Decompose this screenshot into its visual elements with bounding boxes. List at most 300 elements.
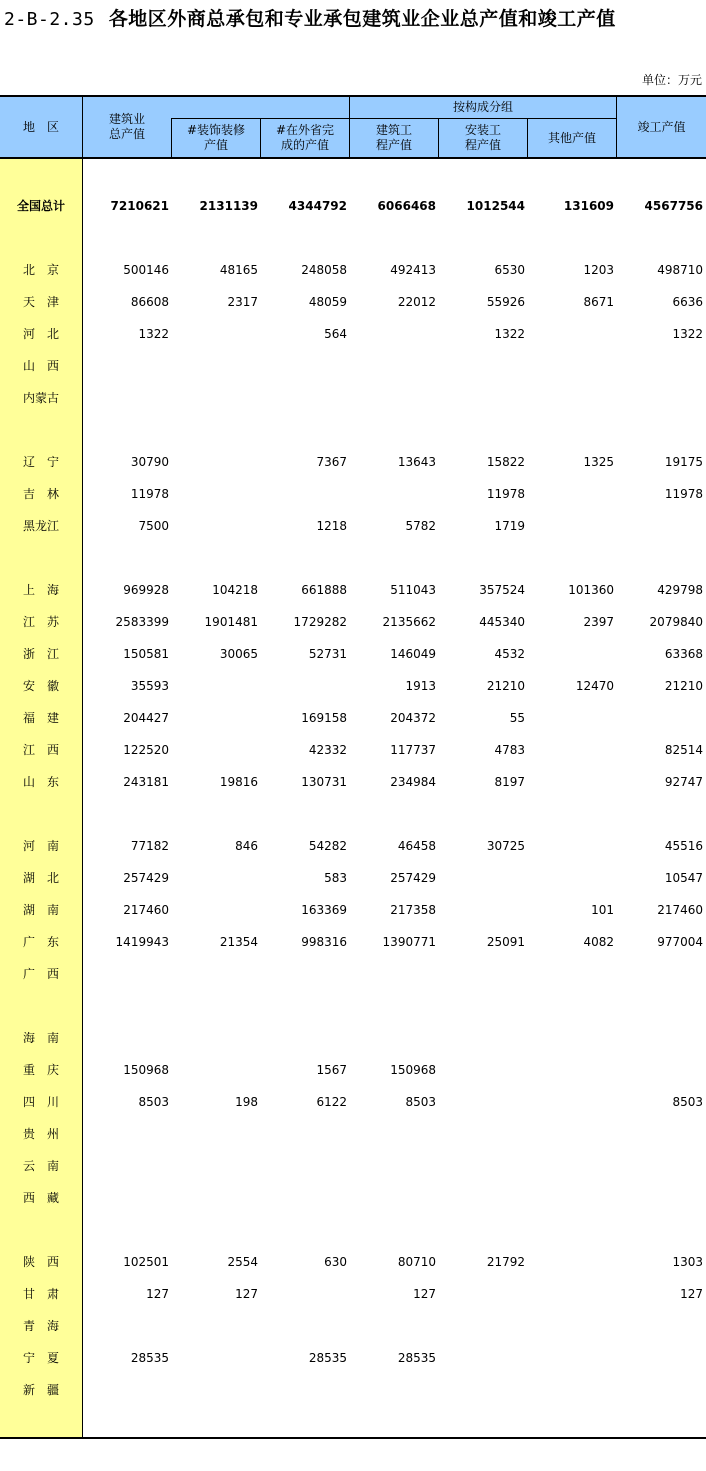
value-cell (261, 1310, 347, 1342)
table-row (0, 1086, 706, 1118)
table-row (0, 1150, 706, 1182)
value-cell: 150581 (123, 647, 169, 661)
table-row (0, 1054, 706, 1086)
value-cell: 630 (324, 1255, 347, 1269)
region-name: 上 海 (22, 583, 59, 597)
value-cell (439, 350, 525, 382)
value-cell: 257429 (390, 871, 436, 885)
value-cell (172, 1118, 258, 1150)
value-cell: 4532 (494, 647, 525, 661)
value-cell (261, 1374, 347, 1406)
value-cell (261, 1182, 347, 1214)
value-cell: 1390771 (382, 935, 436, 949)
value-cell (172, 1022, 258, 1054)
table-row (0, 1182, 706, 1214)
value-cell: 11978 (486, 487, 525, 501)
value-cell (617, 1150, 703, 1182)
value-cell: 30790 (130, 455, 169, 469)
region-name: 河 南 (22, 839, 59, 853)
value-cell (172, 510, 258, 542)
table-row (0, 638, 706, 670)
table-row (0, 510, 706, 542)
region-name: 青 海 (22, 1319, 59, 1333)
value-cell: 583 (324, 871, 347, 885)
value-cell (172, 350, 258, 382)
table-row (0, 318, 706, 350)
value-cell: 248058 (301, 263, 347, 277)
value-cell: 8503 (138, 1095, 169, 1109)
value-cell: 127 (235, 1287, 258, 1301)
value-cell: 257429 (123, 871, 169, 885)
value-cell: 4082 (583, 935, 614, 949)
value-cell (617, 1310, 703, 1342)
value-cell (528, 510, 614, 542)
table-bottom-rule (0, 1437, 706, 1439)
value-cell (172, 382, 258, 414)
value-cell (528, 862, 614, 894)
value-cell: 21792 (486, 1255, 525, 1269)
value-cell: 1322 (494, 327, 525, 341)
value-cell: 6122 (316, 1095, 347, 1109)
value-cell (528, 382, 614, 414)
value-cell: 2583399 (115, 615, 169, 629)
table-row (0, 1022, 706, 1054)
header-completed-output: 竣工产值 (637, 119, 686, 134)
table-row (0, 446, 706, 478)
value-cell (172, 318, 258, 350)
table-row (0, 382, 706, 414)
region-name: 山 西 (22, 359, 59, 373)
value-cell: 19175 (664, 455, 703, 469)
value-cell: 127 (413, 1287, 436, 1301)
value-cell (439, 1118, 525, 1150)
value-cell: 2397 (583, 615, 614, 629)
value-cell: 1719 (494, 519, 525, 533)
value-cell (261, 350, 347, 382)
region-name: 宁 夏 (22, 1351, 59, 1365)
region-name: 山 东 (22, 775, 59, 789)
value-cell (528, 350, 614, 382)
value-cell (261, 382, 347, 414)
value-cell (172, 478, 258, 510)
table-row (0, 1374, 706, 1406)
value-cell (528, 766, 614, 798)
value-cell: 19816 (219, 775, 258, 789)
total-row (0, 190, 706, 222)
value-cell: 4344792 (288, 199, 347, 213)
value-cell: 511043 (390, 583, 436, 597)
value-cell: 998316 (301, 935, 347, 949)
value-cell (350, 1118, 436, 1150)
value-cell: 204427 (123, 711, 169, 725)
value-cell: 21354 (219, 935, 258, 949)
value-cell: 28535 (130, 1351, 169, 1365)
value-cell: 1218 (316, 519, 347, 533)
table-row (0, 958, 706, 990)
value-cell (617, 350, 703, 382)
value-cell (261, 1022, 347, 1054)
value-cell (439, 1342, 525, 1374)
value-cell (350, 1022, 436, 1054)
value-cell (439, 1054, 525, 1086)
value-cell: 8503 (672, 1095, 703, 1109)
value-cell: 15822 (486, 455, 525, 469)
value-cell (172, 1054, 258, 1086)
value-cell: 6530 (494, 263, 525, 277)
value-cell: 234984 (390, 775, 436, 789)
region-name: 内蒙古 (22, 391, 59, 405)
value-cell: 846 (235, 839, 258, 853)
value-cell: 4567756 (644, 199, 703, 213)
value-cell (439, 1022, 525, 1054)
value-cell (83, 1182, 169, 1214)
table-row (0, 478, 706, 510)
value-cell: 11978 (664, 487, 703, 501)
value-cell: 102501 (123, 1255, 169, 1269)
value-cell (439, 1374, 525, 1406)
value-cell (528, 638, 614, 670)
value-cell: 48059 (308, 295, 347, 309)
value-cell (172, 1374, 258, 1406)
value-cell (617, 1022, 703, 1054)
table-title: 各地区外商总承包和专业承包建筑业企业总产值和竣工产值 (108, 8, 616, 30)
value-cell (439, 1278, 525, 1310)
region-name: 吉 林 (22, 487, 59, 501)
region-name: 江 西 (22, 743, 59, 757)
value-cell: 243181 (123, 775, 169, 789)
value-cell: 21210 (664, 679, 703, 693)
region-name: 北 京 (22, 263, 59, 277)
value-cell: 122520 (123, 743, 169, 757)
header-composition-group: 按构成分组 (452, 100, 513, 114)
value-cell: 12470 (575, 679, 614, 693)
value-cell (172, 1310, 258, 1342)
value-cell (172, 1182, 258, 1214)
value-cell (617, 1118, 703, 1150)
value-cell: 1419943 (115, 935, 169, 949)
table-row (0, 350, 706, 382)
value-cell (261, 478, 347, 510)
value-cell (350, 1374, 436, 1406)
value-cell: 500146 (123, 263, 169, 277)
value-cell: 25091 (486, 935, 525, 949)
header-construction-output: 建筑工 程产值 (375, 123, 412, 152)
table-row (0, 1246, 706, 1278)
value-cell: 55926 (486, 295, 525, 309)
value-cell: 77182 (130, 839, 169, 853)
header-total-output: 建筑业 总产值 (108, 112, 145, 141)
value-cell: 217460 (123, 903, 169, 917)
region-name: 辽 宁 (22, 455, 59, 469)
value-cell: 217358 (390, 903, 436, 917)
table-row (0, 894, 706, 926)
region-name: 福 建 (22, 711, 59, 725)
value-cell (83, 1150, 169, 1182)
value-cell: 661888 (301, 583, 347, 597)
value-cell (172, 670, 258, 702)
table-row (0, 830, 706, 862)
value-cell: 101 (591, 903, 614, 917)
value-cell: 6636 (672, 295, 703, 309)
region-name: 云 南 (22, 1159, 59, 1173)
value-cell (261, 1150, 347, 1182)
value-cell (172, 1342, 258, 1374)
value-cell (528, 1374, 614, 1406)
value-cell: 564 (324, 327, 347, 341)
value-cell: 2131139 (199, 199, 258, 213)
value-cell: 104218 (212, 583, 258, 597)
value-cell: 498710 (657, 263, 703, 277)
value-cell (350, 382, 436, 414)
table-row (0, 702, 706, 734)
value-cell (439, 894, 525, 926)
value-cell: 163369 (301, 903, 347, 917)
header-decoration-output: #装饰装修 产值 (186, 123, 246, 152)
value-cell (528, 1342, 614, 1374)
value-cell: 7210621 (110, 199, 169, 213)
region-name: 河 北 (22, 327, 59, 341)
value-cell (350, 318, 436, 350)
value-cell: 30725 (486, 839, 525, 853)
value-cell: 63368 (664, 647, 703, 661)
value-cell: 1901481 (204, 615, 258, 629)
value-cell: 2079840 (649, 615, 703, 629)
value-cell (83, 958, 169, 990)
value-cell: 1729282 (293, 615, 347, 629)
value-cell: 82514 (664, 743, 703, 757)
value-cell: 127 (680, 1287, 703, 1301)
value-cell: 198 (235, 1095, 258, 1109)
value-cell: 130731 (301, 775, 347, 789)
value-cell (83, 350, 169, 382)
value-cell (172, 894, 258, 926)
value-cell: 11978 (130, 487, 169, 501)
value-cell: 52731 (308, 647, 347, 661)
region-name: 浙 江 (22, 647, 59, 661)
value-cell: 7367 (316, 455, 347, 469)
table-row (0, 606, 706, 638)
value-cell (261, 1118, 347, 1150)
value-cell (83, 1118, 169, 1150)
page-title (4, 4, 704, 34)
value-cell: 204372 (390, 711, 436, 725)
value-cell (528, 958, 614, 990)
value-cell: 131609 (563, 199, 614, 213)
value-cell: 2135662 (382, 615, 436, 629)
value-cell: 86608 (130, 295, 169, 309)
value-cell (439, 382, 525, 414)
region-name: 全国总计 (16, 199, 65, 213)
region-name: 江 苏 (22, 615, 59, 629)
value-cell: 1322 (138, 327, 169, 341)
value-cell (528, 1118, 614, 1150)
value-cell (617, 1054, 703, 1086)
value-cell (528, 1022, 614, 1054)
value-cell (617, 510, 703, 542)
value-cell (350, 350, 436, 382)
table-row (0, 574, 706, 606)
table-row (0, 1118, 706, 1150)
value-cell: 1325 (583, 455, 614, 469)
value-cell: 21210 (486, 679, 525, 693)
table-row (0, 286, 706, 318)
region-name: 贵 州 (22, 1127, 59, 1141)
value-cell (261, 958, 347, 990)
value-cell (350, 1310, 436, 1342)
value-cell (528, 1310, 614, 1342)
table-row (0, 766, 706, 798)
value-cell: 169158 (301, 711, 347, 725)
table-row (0, 1310, 706, 1342)
value-cell: 1012544 (466, 199, 525, 213)
value-cell: 117737 (390, 743, 436, 757)
value-cell: 2554 (227, 1255, 258, 1269)
region-name: 新 疆 (22, 1383, 59, 1397)
value-cell: 969928 (123, 583, 169, 597)
value-cell: 6066468 (377, 199, 436, 213)
value-cell (617, 958, 703, 990)
value-cell (350, 1182, 436, 1214)
value-cell: 1203 (583, 263, 614, 277)
header-region: 地 区 (22, 119, 59, 134)
value-cell (617, 1374, 703, 1406)
value-cell (350, 1150, 436, 1182)
value-cell: 429798 (657, 583, 703, 597)
value-cell: 54282 (308, 839, 347, 853)
value-cell (617, 1182, 703, 1214)
value-cell: 146049 (390, 647, 436, 661)
value-cell: 92747 (664, 775, 703, 789)
value-cell: 357524 (479, 583, 525, 597)
header-other-province-output: #在外省完 成的产值 (275, 123, 335, 152)
value-cell: 977004 (657, 935, 703, 949)
value-cell (439, 958, 525, 990)
value-cell (528, 1278, 614, 1310)
value-cell (439, 1182, 525, 1214)
region-name: 四 川 (22, 1095, 59, 1109)
value-cell: 2317 (227, 295, 258, 309)
value-cell: 150968 (123, 1063, 169, 1077)
value-cell: 4783 (494, 743, 525, 757)
value-cell (439, 1150, 525, 1182)
value-cell (439, 1086, 525, 1118)
value-cell: 28535 (308, 1351, 347, 1365)
region-name: 海 南 (22, 1031, 59, 1045)
value-cell (528, 702, 614, 734)
value-cell (528, 1086, 614, 1118)
value-cell (528, 830, 614, 862)
value-cell (83, 1374, 169, 1406)
value-cell (439, 1310, 525, 1342)
value-cell: 7500 (138, 519, 169, 533)
table-row (0, 862, 706, 894)
value-cell (350, 958, 436, 990)
value-cell: 5782 (405, 519, 436, 533)
value-cell (528, 1054, 614, 1086)
value-cell: 55 (509, 711, 525, 725)
value-cell: 22012 (397, 295, 436, 309)
table-row (0, 254, 706, 286)
value-cell (83, 1310, 169, 1342)
region-name: 湖 北 (22, 871, 59, 885)
table-row (0, 1278, 706, 1310)
value-cell: 8671 (583, 295, 614, 309)
value-cell (617, 702, 703, 734)
value-cell: 8197 (494, 775, 525, 789)
value-cell (528, 1182, 614, 1214)
table-code: 2-B-2.35 (4, 9, 95, 30)
value-cell: 101360 (568, 583, 614, 597)
value-cell: 127 (146, 1287, 169, 1301)
value-cell (172, 1150, 258, 1182)
region-name: 西 藏 (22, 1191, 59, 1205)
table-row (0, 1342, 706, 1374)
value-cell: 8503 (405, 1095, 436, 1109)
value-cell (617, 382, 703, 414)
value-cell (528, 734, 614, 766)
region-name: 安 徽 (22, 679, 59, 693)
header-other-output: 其他产值 (547, 130, 596, 145)
value-cell (172, 862, 258, 894)
value-cell (172, 734, 258, 766)
value-cell: 1303 (672, 1255, 703, 1269)
table-row (0, 734, 706, 766)
value-cell (528, 1246, 614, 1278)
region-name: 甘 肃 (22, 1287, 59, 1301)
value-cell (172, 958, 258, 990)
value-cell (350, 478, 436, 510)
table-row (0, 926, 706, 958)
value-cell: 80710 (397, 1255, 436, 1269)
value-cell: 10547 (664, 871, 703, 885)
value-cell: 150968 (390, 1063, 436, 1077)
value-cell: 35593 (130, 679, 169, 693)
value-cell (261, 1278, 347, 1310)
value-cell (528, 478, 614, 510)
region-name: 湖 南 (22, 903, 59, 917)
value-cell: 217460 (657, 903, 703, 917)
value-cell: 1913 (405, 679, 436, 693)
value-cell (83, 1022, 169, 1054)
region-name: 黑龙江 (22, 519, 59, 533)
header-installation-output: 安装工 程产值 (464, 123, 501, 152)
region-name: 广 东 (22, 935, 59, 949)
value-cell: 45516 (664, 839, 703, 853)
value-cell (261, 670, 347, 702)
table-row (0, 670, 706, 702)
value-cell: 30065 (219, 647, 258, 661)
value-cell (172, 702, 258, 734)
region-name: 陕 西 (22, 1255, 59, 1269)
value-cell: 13643 (397, 455, 436, 469)
value-cell (617, 1342, 703, 1374)
value-cell (172, 446, 258, 478)
value-cell: 1322 (672, 327, 703, 341)
value-cell: 42332 (308, 743, 347, 757)
unit-label: 单位：万元 (641, 73, 702, 87)
region-name: 重 庆 (22, 1063, 59, 1077)
value-cell: 1567 (316, 1063, 347, 1077)
value-cell: 492413 (390, 263, 436, 277)
region-name: 天 津 (22, 295, 59, 309)
value-cell (83, 382, 169, 414)
value-cell: 28535 (397, 1351, 436, 1365)
value-cell: 46458 (397, 839, 436, 853)
value-cell: 48165 (219, 263, 258, 277)
value-cell (439, 862, 525, 894)
value-cell (528, 318, 614, 350)
value-cell: 445340 (479, 615, 525, 629)
